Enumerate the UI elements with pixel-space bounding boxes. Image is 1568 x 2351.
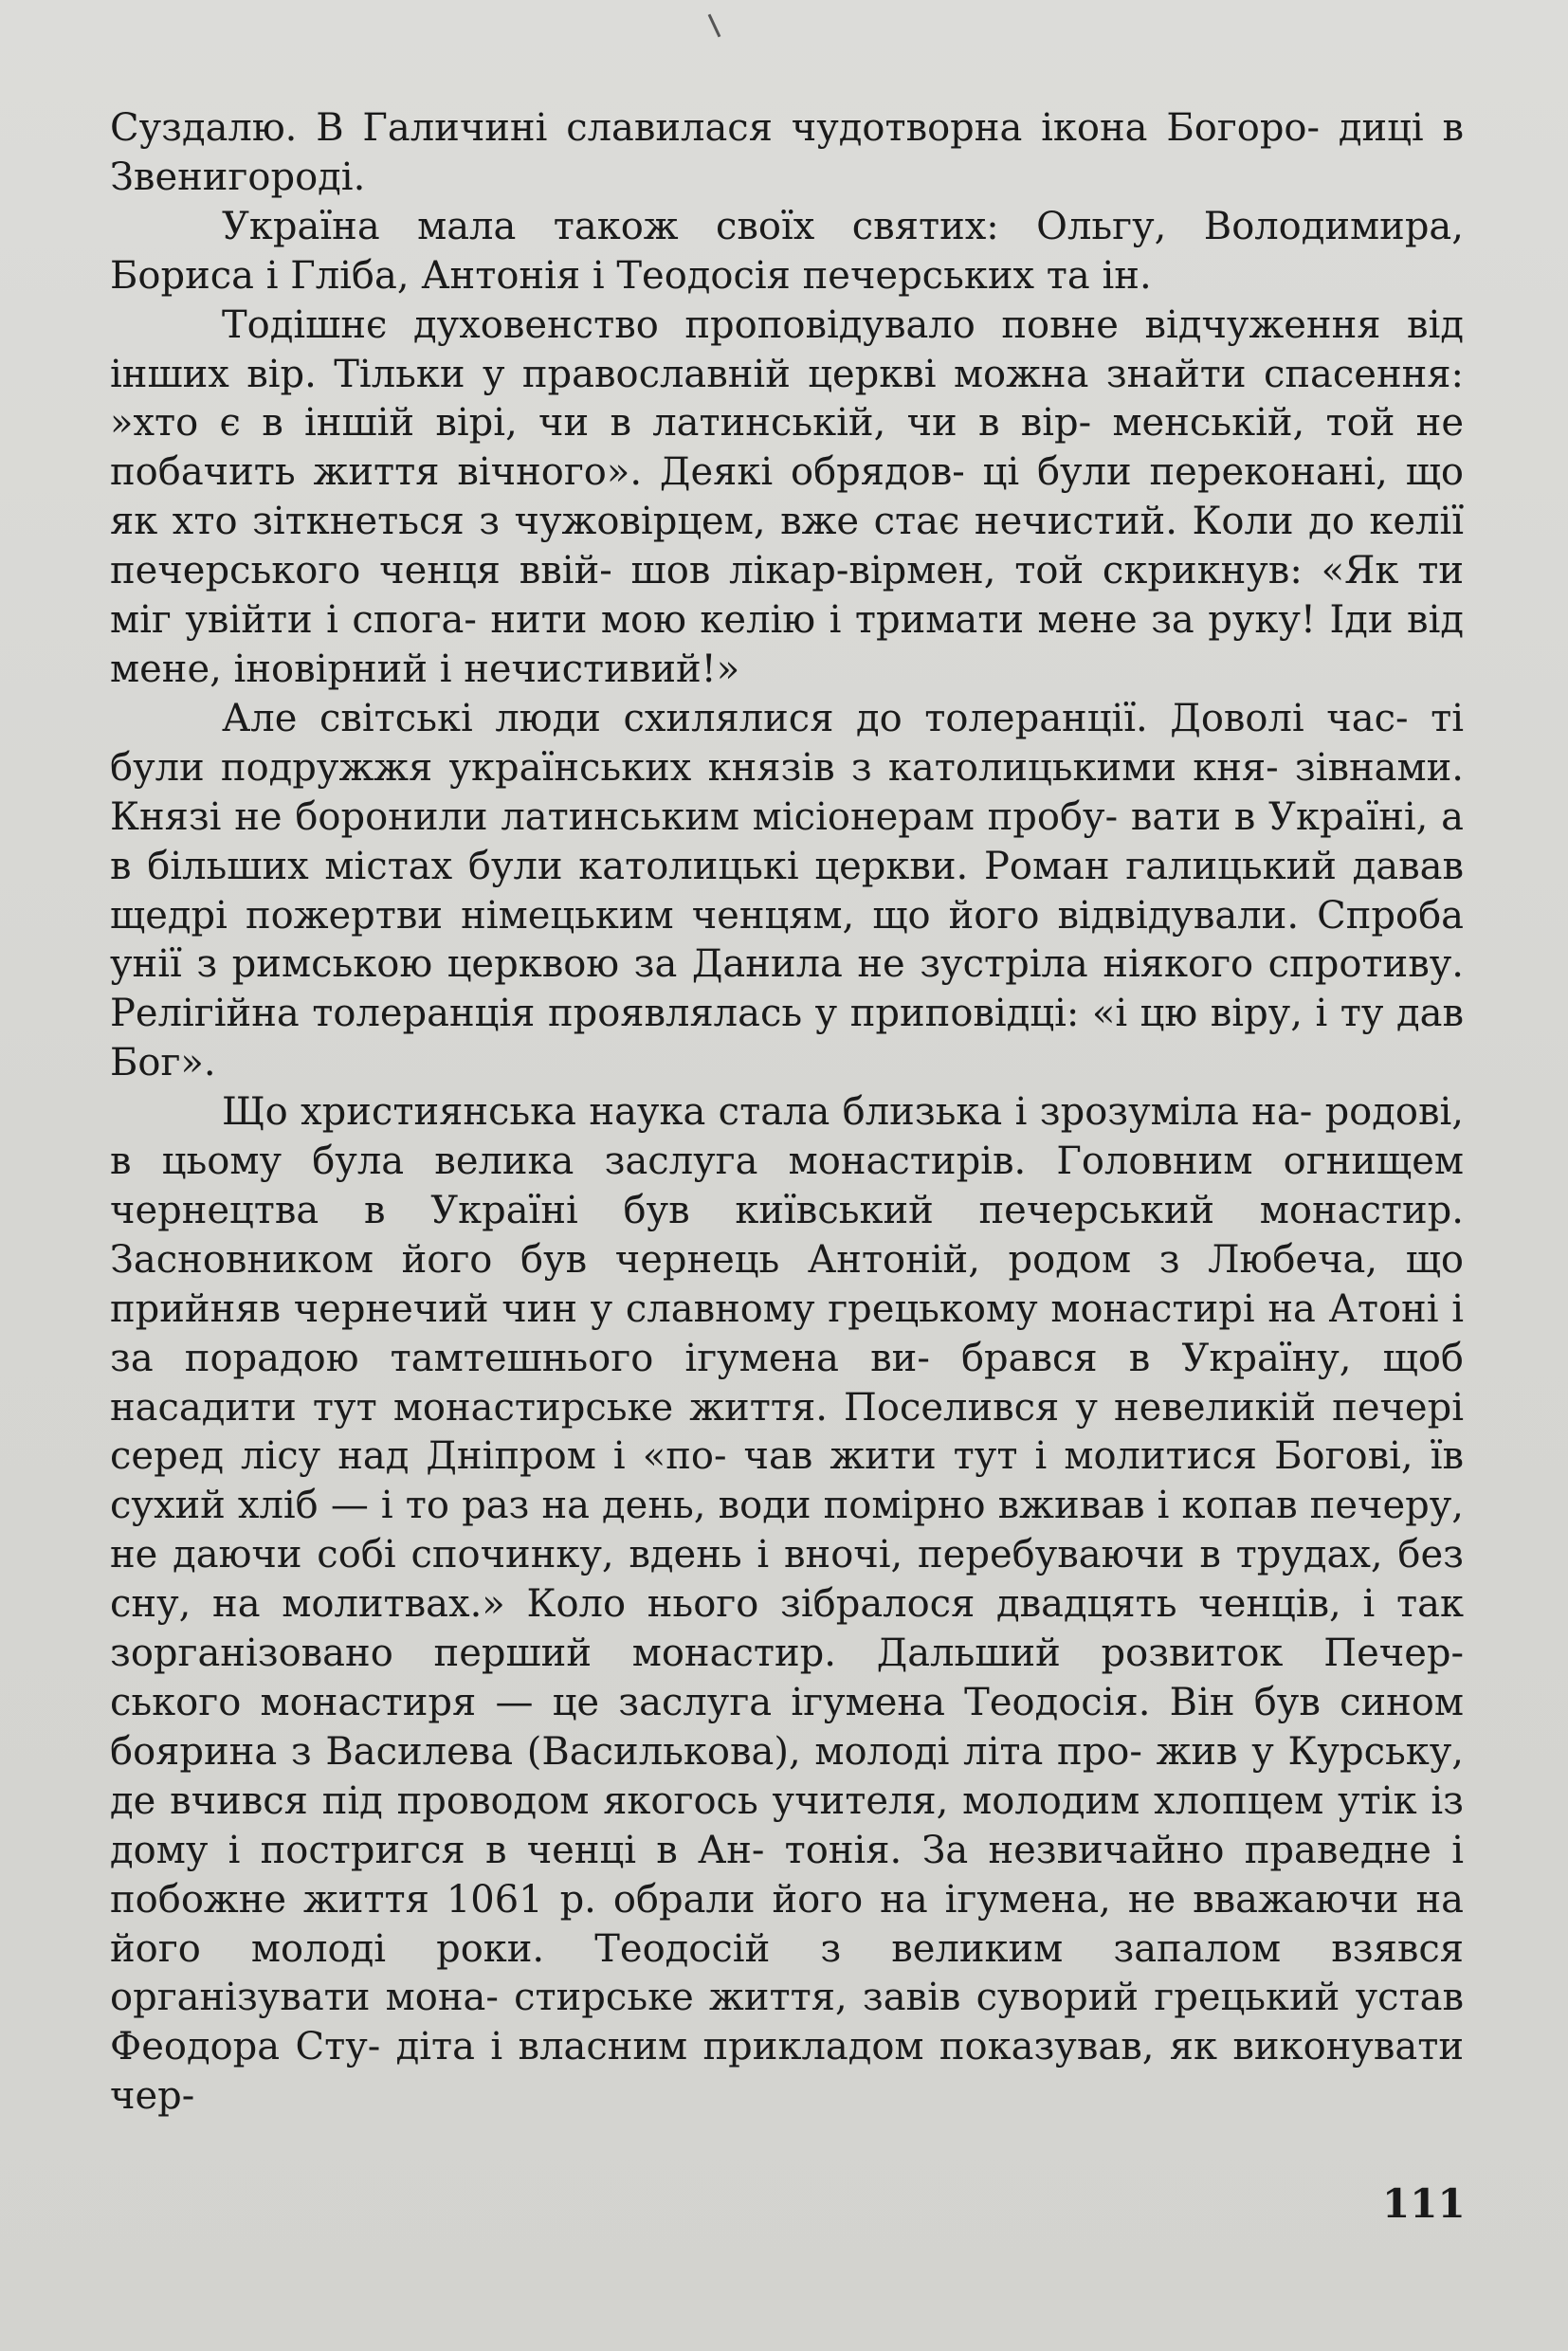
paragraph-4: Але світські люди схилялися до толеранції. Доволі час- ті були подружжя українських князів з католицькими кня- зівнами. Князі не боронили латинським місіонерам пробу- вати в Україні, а в більших містах були католицькі церкви. Роман галицький давав щедрі пожертви німецьким ченцям, що його відвідували. Спроба унії з римською церквою за Данила не зустріла ніякого спротиву. Релігійна толеранція проявлялась у приповідці: «і цю віру, і ту дав Бог». <box>110 696 1464 1085</box>
paragraph-5: Що християнська наука стала близька і зрозуміла на- родові, в цьому була велика заслуга монастирів. Головним огнищем чернецтва в Україні був київський печерський монастир. Засновником його був чернець Антоній, родом з Любеча, що прийняв чернечий чин у славному грецькому монастирі на Атоні і за порадою тамтешнього ігумена ви- брався в Україну, щоб насадити тут монастирське життя. Поселився у невеликій печері серед лісу над Дніпром і «по- чав жити тут і молитися Богові, їв сухий хліб — і то раз на день, води помірно вживав і копав печеру, не даючи собі спочинку, вдень і вночі, перебуваючи в трудах, без сну, на молитвах.» Коло нього зібралося двадцять ченців, і так зорганізовано перший монастир. Дальший розвиток Печер- ського монастиря — це заслуга ігумена Теодосія. Він був сином боярина з Василева (Василькова), молоді літа про- жив у Курську, де вчився під проводом якогось учителя, молодим хлопцем утік із дому і постригся в ченці в Ан- тонія. За незвичайно праведне і побожне життя 1061 р. обрали його на ігумена, не вважаючи на його молоді роки. Теодосій з великим запалом взявся організувати мона- стирське життя, завів суворий грецький устав Феодора Сту- діта і власним прикладом показував, як виконувати чер- <box>110 1090 1464 2119</box>
body-text <box>110 104 1464 2122</box>
page-number: 111 <box>1382 2180 1466 2227</box>
paragraph-2: Україна мала також своїх святих: Ольгу, Володимира, Бориса і Гліба, Антонія і Теодосія печерських та ін. <box>110 204 1464 298</box>
scan-mark <box>708 14 721 38</box>
paragraph-3: Тодішнє духовенство проповідувало повне відчуження від інших вір. Тільки у православній церкві можна знайти спасення: »хто є в іншій вірі, чи в латинській, чи в вір- менській, той не побачить життя вічного». Деякі обрядов- ці були переконані, що як хто зіткнеться з чужовірцем, вже стає нечистий. Коли до келії печерського ченця ввій- шов лікар-вірмен, той скрикнув: «Як ти міг увійти і спога- нити мою келію і тримати мене за руку! Іди від мене, іновірний і нечистивий!» <box>110 302 1464 691</box>
paragraph-1: Суздалю. В Галичині славилася чудотворна ікона Богоро- диці в Звенигороді. <box>110 106 1464 199</box>
